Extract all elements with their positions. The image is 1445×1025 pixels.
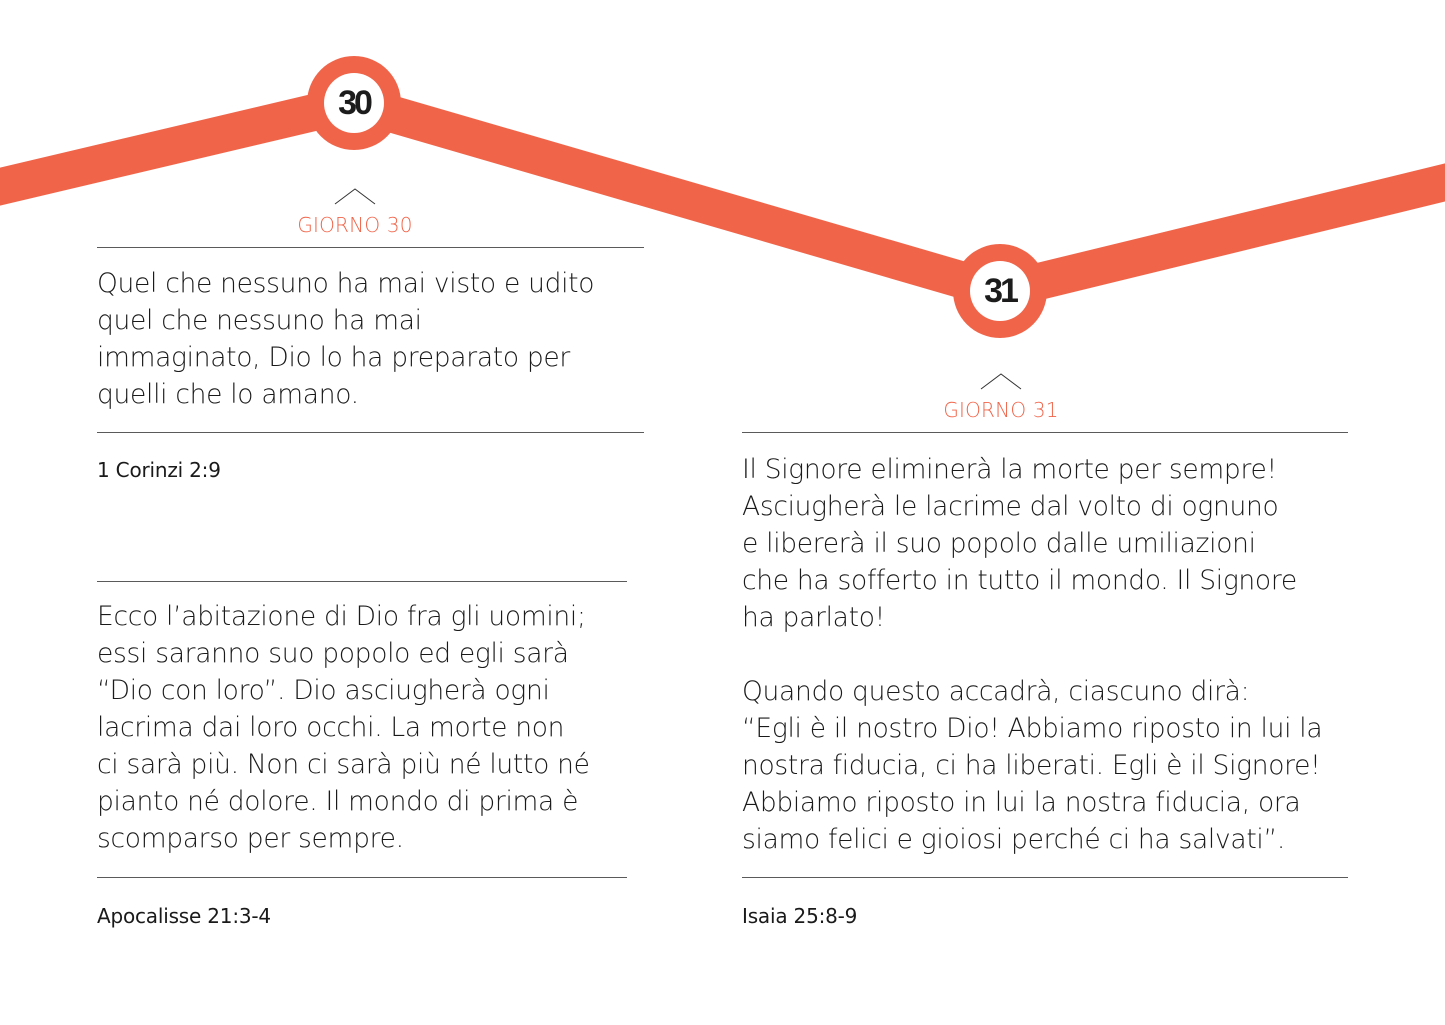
day-30-number: 30 [338, 83, 370, 122]
verse-line: ci sarà più. Non ci sarà più né lutto né [97, 749, 590, 780]
verse-line: quelli che lo amano. [97, 379, 359, 410]
verse-line: lacrima dai loro occhi. La morte non [97, 712, 565, 743]
verse-line: immaginato, Dio lo ha preparato per [97, 342, 571, 373]
verse-line: “Dio con loro”. Dio asciugherà ogni [97, 675, 550, 706]
verse-line: Abbiamo riposto in lui la nostra fiducia, ora [742, 787, 1301, 818]
verse-reference: Apocalisse 21:3-4 [97, 904, 271, 928]
caret-up-icon [333, 187, 377, 205]
verse-line: ha parlato! [742, 602, 885, 633]
divider [97, 877, 627, 878]
verse-line: e libererà il suo popolo dalle umiliazioni [742, 528, 1256, 559]
paragraph-gap [742, 636, 1362, 673]
day-31-number: 31 [984, 271, 1016, 310]
caret-up-icon [979, 372, 1023, 390]
verse-text [742, 451, 1362, 858]
verse-text [97, 265, 657, 413]
verse-reference: 1 Corinzi 2:9 [97, 458, 221, 482]
verse-line: essi saranno suo popolo ed egli sarà [97, 638, 569, 669]
divider [97, 247, 644, 248]
verse-line: quel che nessuno ha mai [97, 305, 422, 336]
divider [742, 877, 1348, 878]
timeline-path [0, 103, 1445, 291]
verse-line: Il Signore eliminerà la morte per sempre! [742, 454, 1277, 485]
divider [742, 432, 1348, 433]
divider [97, 432, 644, 433]
verse-text [97, 598, 657, 857]
verse-line: siamo felici e gioiosi perché ci ha salvati”. [742, 824, 1286, 855]
verse-line: Quando questo accadrà, ciascuno dirà: [742, 676, 1250, 707]
verse-line: che ha sofferto in tutto il mondo. Il Signore [742, 565, 1297, 596]
verse-line: Ecco l’abitazione di Dio fra gli uomini; [97, 601, 586, 632]
verse-line: pianto né dolore. Il mondo di prima è [97, 786, 579, 817]
verse-line: “Egli è il nostro Dio! Abbiamo riposto in lui la [742, 713, 1323, 744]
verse-line: scomparso per sempre. [97, 823, 404, 854]
verse-line: nostra fiducia, ci ha liberati. Egli è il Signore! [742, 750, 1321, 781]
verse-line: Asciugherà le lacrime dal volto di ognuno [742, 491, 1279, 522]
day-31-label: GIORNO 31 [943, 398, 1059, 422]
day-30-label: GIORNO 30 [297, 213, 413, 237]
verse-line: Quel che nessuno ha mai visto e udito [97, 268, 595, 299]
divider [97, 581, 627, 582]
verse-reference: Isaia 25:8-9 [742, 904, 858, 928]
